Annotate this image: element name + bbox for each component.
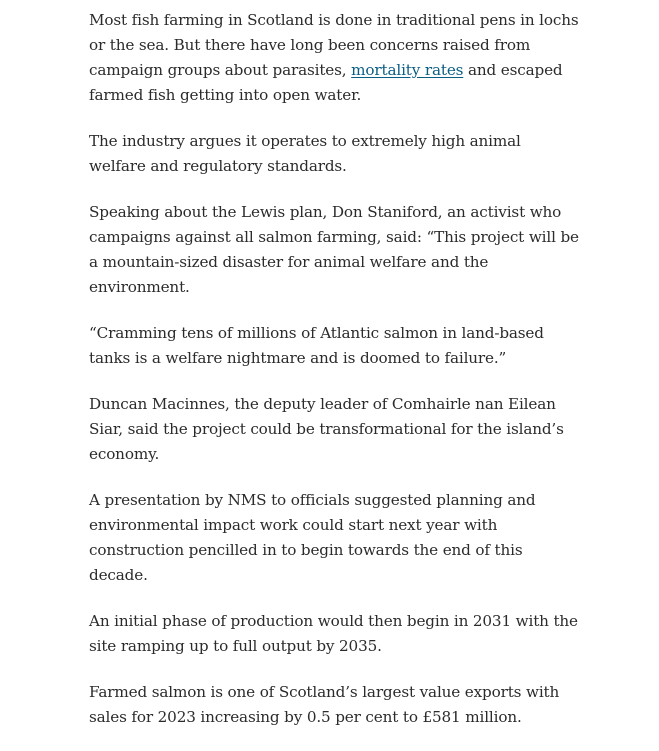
- article-paragraph-2: The industry argues it operates to extremely high animal welfare and regulatory standards.: [89, 132, 521, 175]
- article-body: [89, 8, 579, 751]
- article-paragraph-8: Farmed salmon is one of Scotland’s largest value exports with sales for 2023 increasing by 0.5 per cent to £581 million.: [89, 683, 560, 726]
- article-paragraph-1: [89, 8, 579, 108]
- article-paragraph-7: An initial phase of production would then begin in 2031 with the site ramping up to full output by 2035.: [89, 612, 578, 655]
- article-paragraph-3: Speaking about the Lewis plan, Don Staniford, an activist who campaigns against all salmon farming, said: “This project will be a mountain-sized disaster for animal welfare and the environment.: [89, 203, 579, 296]
- article-paragraph-6: A presentation by NMS to officials suggested planning and environmental impact work could start next year with construction pencilled in to begin towards the end of this decade.: [89, 491, 536, 584]
- article-paragraph-4: “Cramming tens of millions of Atlantic salmon in land-based tanks is a welfare nightmare and is doomed to failure.”: [89, 324, 544, 367]
- article-paragraph-5: Duncan Macinnes, the deputy leader of Comhairle nan Eilean Siar, said the project could be transformational for the island’s economy.: [89, 395, 564, 463]
- paragraph-1-text-before: Most fish farming in Scotland is done in traditional pens in lochs or the sea. But there have long been concerns raised from campaign groups about parasites,: [89, 11, 579, 79]
- paragraph-1-text-after: and escaped farmed fish getting into open water.: [89, 61, 563, 104]
- mortality-rates-link[interactable]: mortality rates: [351, 61, 464, 79]
